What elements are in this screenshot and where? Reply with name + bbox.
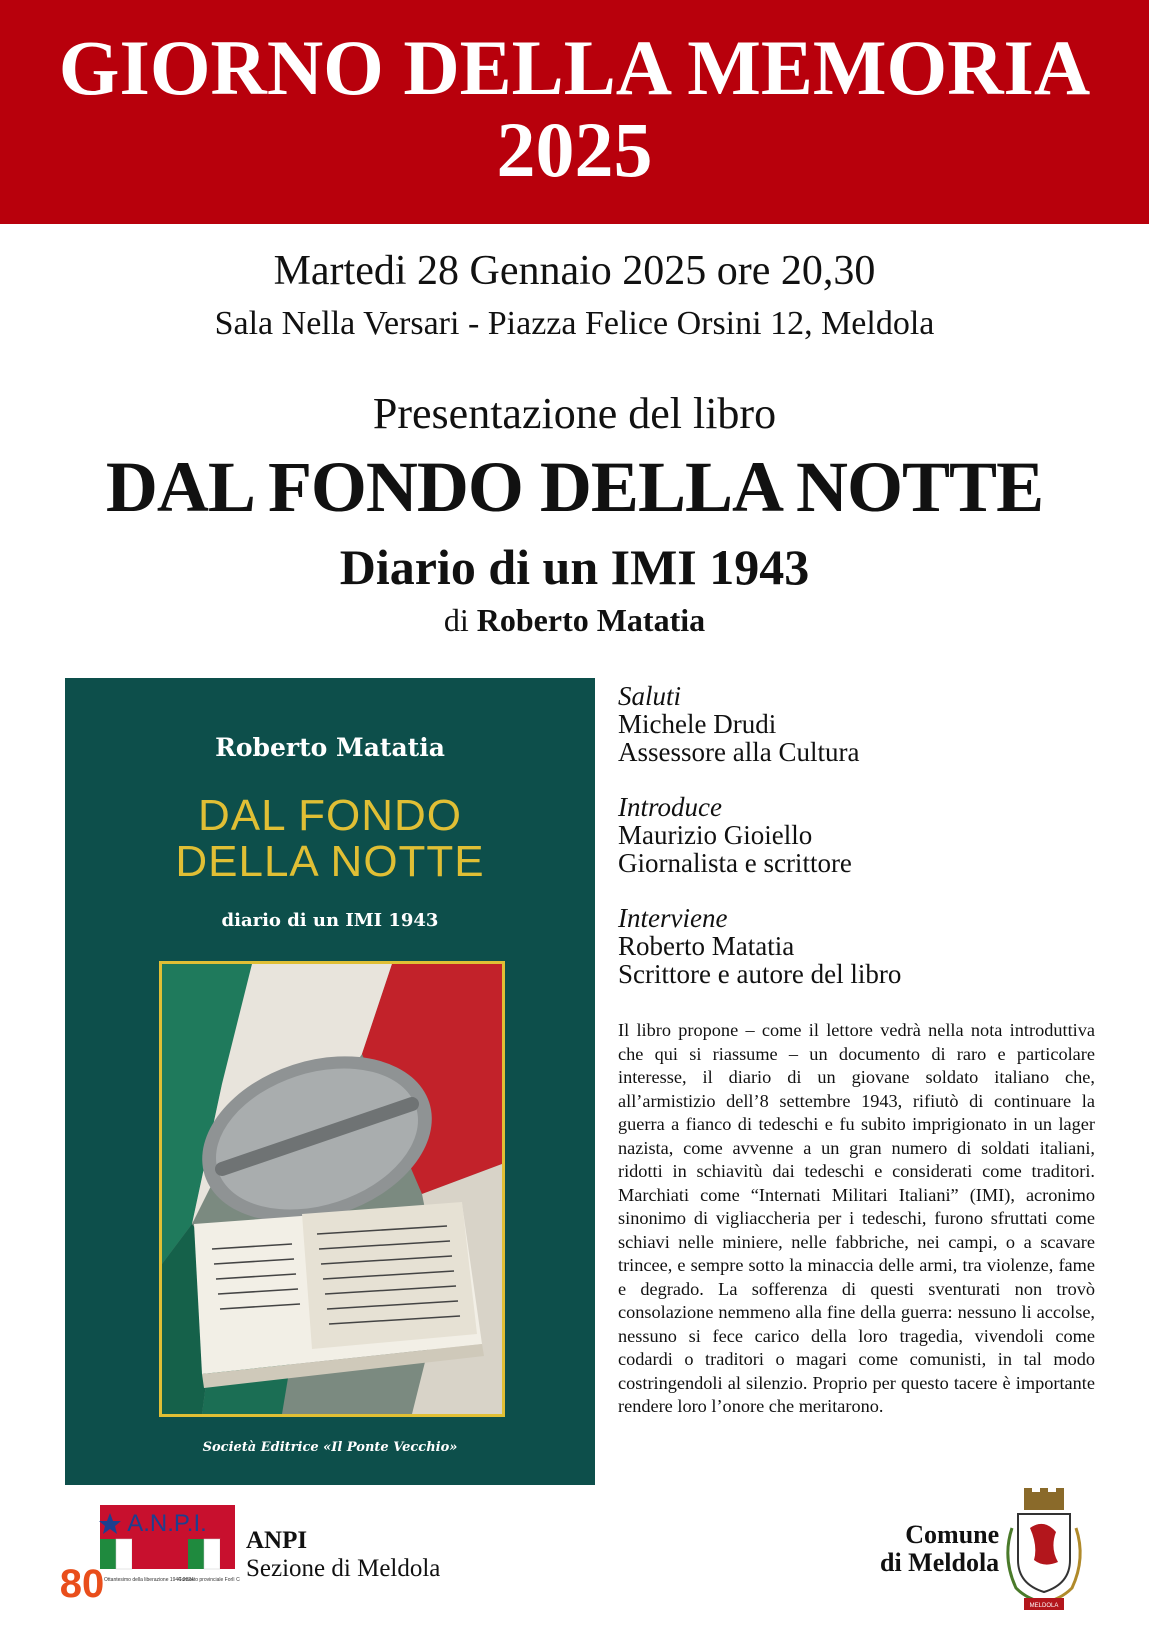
cover-title-line1: DAL FONDO: [197, 791, 463, 840]
speaker-title: Scrittore e autore del libro: [618, 959, 902, 989]
comune-line1: Comune: [905, 1520, 1000, 1549]
speakers-list: [618, 682, 1098, 1015]
anpi-logo-right-caption: Comitato provinciale Forlì C: [178, 1577, 240, 1583]
meldola-crest-icon: [998, 1488, 1090, 1616]
speaker-name: Roberto Matatia: [618, 931, 795, 961]
anpi-name: ANPI: [246, 1527, 308, 1554]
banner-title: GIORNO DELLA MEMORIA: [58, 24, 1091, 111]
anpi-label: [246, 1527, 440, 1583]
speaker-title: Giornalista e scrittore: [618, 848, 852, 878]
speaker-role: Interviene: [618, 903, 728, 933]
presentation-label: Presentazione del libro: [372, 389, 777, 438]
speaker-role: Introduce: [618, 792, 722, 822]
anpi-logo-text: A.N.P.I.: [127, 1510, 207, 1537]
cover-subtitle: diario di un IMI 1943: [221, 910, 439, 931]
header-banner: [0, 0, 1149, 224]
speaker-introducer: [618, 793, 1098, 877]
banner-year: 2025: [496, 106, 653, 193]
event-date: Martedi 28 Gennaio 2025 ore 20,30: [273, 248, 876, 294]
cover-publisher: Società Editrice «Il Ponte Vecchio»: [202, 1440, 458, 1455]
book-author: Roberto Matatia: [476, 602, 706, 638]
anpi-logo: [60, 1505, 240, 1605]
crest-ribbon-text: MELDOLA: [1029, 1603, 1059, 1609]
flag-mess-tin-diary-illustration: [162, 964, 502, 1414]
speaker-name: Maurizio Gioiello: [618, 820, 813, 850]
cover-author: Roberto Matatia: [215, 733, 445, 762]
book-cover: [65, 678, 595, 1485]
comune-label: [880, 1521, 999, 1577]
book-subtitle: Diario di un IMI 1943: [339, 539, 810, 595]
book-byline: [0, 600, 1149, 640]
speaker-title: Assessore alla Cultura: [618, 737, 860, 767]
speaker-interviewee: [618, 904, 1098, 988]
byline-prefix: di: [443, 602, 469, 638]
comune-line2: di Meldola: [880, 1548, 1000, 1577]
cover-photo: [159, 961, 505, 1417]
speaker-greetings: [618, 682, 1098, 766]
book-description: Il libro propone – come il lettore vedrà nella nota introduttiva che qui si riassume – un documento di raro e particolare interesse, il diario di un giovane soldato italiano che, all’armistizio dell’8 settembre 1943, rifiutò di continuare la guerra a fianco di tedeschi e fu subito imprigionato in un lager nazista, come avvenne a un gran numero di soldati italiani, ridotti in schiavitù dai tedeschi e considerati come traditori. Marchiati come “Internati Militari Italiani” (IMI), acronimo sinonimo di vigliaccheria per i tedeschi, furono sfruttati come schiavi nelle miniere, nelle fabbriche, nei campi, o a scavare trincee, e sempre sotto la minaccia delle armi, tra violenze, fame e degrado. La sofferenza di questi sventurati non trovò consolazione nemmeno alla fine della guerra: nessuno li accolse, nessuno si fece carico della loro tragedia, vivendoli come codardi o traditori o magari come comunisti, in tal modo costringendoli al silenzio. Proprio per questo tacere è importante rendere loro l’onore che meritarono.: [618, 1020, 1095, 1416]
speaker-name: Michele Drudi: [618, 709, 777, 739]
anpi-logo-left-caption: Ottantesimo della liberazione 1944-2024: [104, 1577, 194, 1583]
anpi-anniversary: 80: [60, 1562, 105, 1605]
anpi-section: Sezione di Meldola: [246, 1555, 441, 1582]
event-venue: Sala Nella Versari - Piazza Felice Orsini 12, Meldola: [214, 305, 935, 342]
speaker-role: Saluti: [618, 681, 682, 711]
book-title: DAL FONDO DELLA NOTTE: [105, 447, 1044, 527]
cover-title-line2: DELLA NOTTE: [175, 837, 485, 886]
